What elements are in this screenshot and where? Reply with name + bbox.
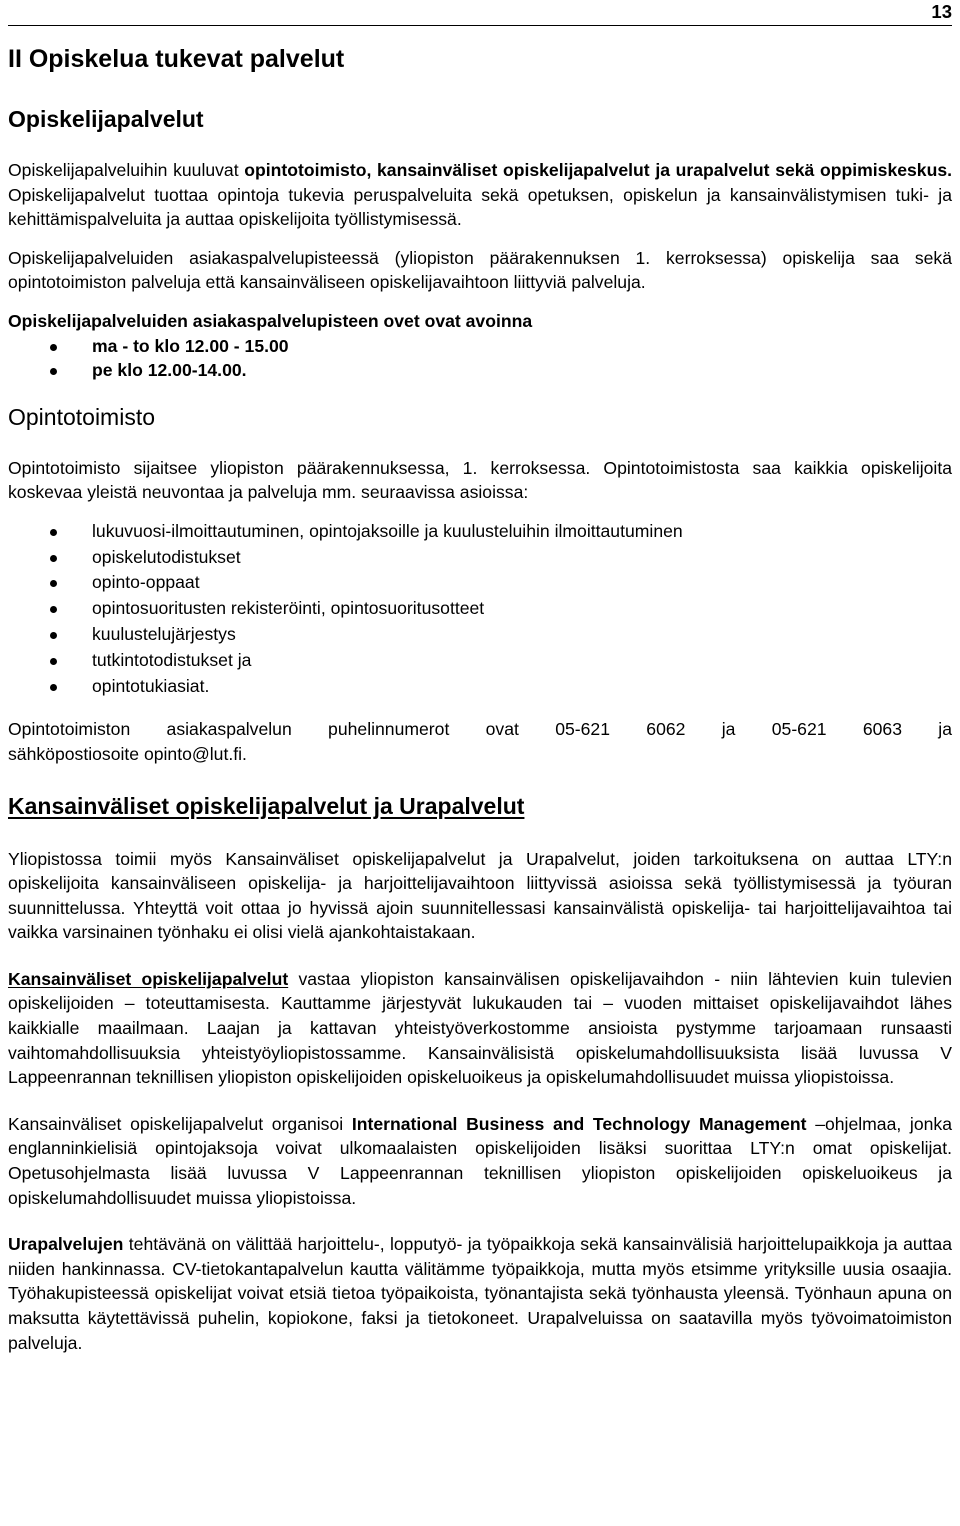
bullet-icon xyxy=(50,632,57,639)
document-body xyxy=(8,44,952,1369)
list-item xyxy=(8,570,952,596)
bold-text-run: opintotoimisto, kansainväliset opiskelijapalvelut ja urapalvelut sekä oppimiskeskus. xyxy=(244,160,953,180)
header-rule xyxy=(8,25,952,26)
bullet-icon xyxy=(50,684,57,691)
service-item: lukuvuosi-ilmoittautuminen, opintojaksoille ja kuulusteluihin ilmoittautuminen xyxy=(92,520,683,541)
student-services-paragraph-1 xyxy=(8,158,952,232)
international-paragraph-2 xyxy=(8,967,952,1090)
list-item xyxy=(8,622,952,648)
service-item: opintotukiasiat. xyxy=(92,675,210,696)
bullet-icon xyxy=(50,344,57,351)
bullet-icon xyxy=(50,555,57,562)
list-item xyxy=(8,519,952,545)
text-run: Opiskelijapalvelut tuottaa opintoja tukevia peruspalveluita sekä opetuksen, opiskelun ja kansainvälistymisen tuki- ja kehittämispalveluita ja auttaa opiskelijoita työllistymisessä. xyxy=(8,184,952,230)
text-run: Opiskelijapalveluihin kuuluvat xyxy=(8,160,245,180)
bold-text-run: Kansainväliset opiskelijapalvelut xyxy=(8,968,289,989)
open-hours-title: Opiskelijapalveluiden asiakaspalvelupisteen ovet ovat avoinna xyxy=(8,310,533,331)
bullet-icon xyxy=(50,580,57,587)
open-hours-item: ma - to klo 12.00 - 15.00 xyxy=(92,335,289,356)
study-office-contact xyxy=(8,717,952,766)
international-paragraph-1: Yliopistossa toimii myös Kansainväliset opiskelijapalvelut ja Urapalvelut, joiden tarkoituksena on auttaa LTY:n opiskelijoita kansainväliseen opiskelija- ja harjoittelijavaihtoon liittyvissä asioissa sekä työllistymisessä ja työuran suunnittelussa. Yhteyttä voit ottaa jo hyvissä ajoin suunnitellessasi kansainvälistä opiskelija- tai harjoittelijavaihtoa tai vaikka varsinainen työnhaku ei olisi vielä ajankohtaistakaan. xyxy=(8,848,952,943)
section-title: II Opiskelua tukevat palvelut xyxy=(8,45,345,73)
page-number: 13 xyxy=(931,1,952,22)
contact-line: Opintotoimiston asiakaspalvelun puhelinnumerot ovat 05-621 6062 ja 05-621 6063 ja xyxy=(8,719,952,740)
student-services-heading: Opiskelijapalvelut xyxy=(8,106,204,132)
text-run: –ohjelmaa, jonka englanninkielisiä opintojaksoja voivat ulkomaalaisten opiskelijoiden lisäksi suorittaa LTY:n omat opiskelijat. Opetusohjelmasta lisää luvussa V Lappeenrannan teknillisen yliopiston opiskelijoiden opiskeluoikeus ja opiskelumahdollisuudet muissa yliopistoissa. xyxy=(8,1113,952,1208)
contact-line: sähköpostiosoite opinto@lut.fi. xyxy=(8,743,247,764)
bold-text-run: Urapalvelujen xyxy=(8,1234,124,1255)
international-heading: Kansainväliset opiskelijapalvelut ja Urapalvelut xyxy=(8,792,525,819)
open-hours-list xyxy=(8,334,952,382)
bullet-icon xyxy=(50,368,57,375)
service-item: opintosuoritusten rekisteröinti, opintosuoritusotteet xyxy=(92,598,485,619)
bullet-icon xyxy=(50,658,57,665)
international-paragraph-4 xyxy=(8,1232,952,1355)
service-item: opinto-oppaat xyxy=(92,572,200,593)
bullet-icon xyxy=(50,606,57,613)
bullet-icon xyxy=(50,529,57,536)
list-item xyxy=(8,674,952,700)
international-paragraph-3 xyxy=(8,1112,952,1210)
bold-text-run: International Business and Technology Management xyxy=(351,1113,807,1134)
service-item: kuulustelujärjestys xyxy=(92,623,236,644)
study-office-intro: Opintotoimisto sijaitsee yliopiston päärakennuksessa, 1. kerroksessa. Opintotoimistosta saa kaikkia opiskelijoita koskevaa yleistä neuvontaa ja palveluja mm. seuraavissa asioissa: xyxy=(8,457,952,503)
service-item: opiskelutodistukset xyxy=(92,546,241,567)
list-item xyxy=(8,334,952,358)
study-office-services-list xyxy=(8,519,952,700)
study-office-heading: Opintotoimisto xyxy=(8,403,156,430)
text-run: vastaa yliopiston kansainvälisen opiskelijavaihdon - niin lähtevien kuin tulevien opiskelijoiden – toteuttamisesta. Kauttamme järjestyvät lukukauden tai – vuoden mittaiset opiskelijavaihdot lähes kaikkialle maailmaan. Laajan ja kattavan yhteistyöverkostomme ansioista pystymme tarjoamaan runsaasti vaihtomahdollisuuksia yhteistyöyliopistossamme. Kansainvälisistä opiskelumahdollisuuksista lisää luvussa V Lappeenrannan teknillisen yliopiston opiskelijoiden opiskeluoikeus ja opiskelumahdollisuudet muissa yliopistoissa. xyxy=(8,968,953,1088)
text-run: tehtävänä on välittää harjoittelu-, lopputyö- ja työpaikkoja sekä kansainvälisiä harjoittelupaikkoja ja auttaa niiden hankinnassa. CV-tietokantapalvelun kautta välitämme työpaikkoja, mutta myös etsimme yrityksille uusia osaajia. Työhakupisteessä opiskelijat voivat etsiä tietoa työpaikoista, työnantajista sekä työnhausta yleensä. Työnhaun apuna on maksutta käytettävissä puhelin, kopiokone, faksi ja tietokoneet. Urapalveluissa on saatavilla myös työvoimatoimiston palveluja. xyxy=(8,1234,952,1353)
list-item xyxy=(8,648,952,674)
list-item xyxy=(8,545,952,571)
service-item: tutkintotodistukset ja xyxy=(92,649,252,670)
student-services-paragraph-2: Opiskelijapalveluiden asiakaspalvelupisteessä (yliopiston päärakennuksen 1. kerroksessa) opiskelija saa sekä opintotoimiston palveluja että kansainväliseen opiskelijavaihtoon liittyviä palveluja. xyxy=(8,247,952,293)
list-item xyxy=(8,596,952,622)
list-item xyxy=(8,358,952,382)
text-run: Kansainväliset opiskelijapalvelut organisoi xyxy=(8,1113,352,1134)
open-hours-item: pe klo 12.00-14.00. xyxy=(92,359,247,380)
